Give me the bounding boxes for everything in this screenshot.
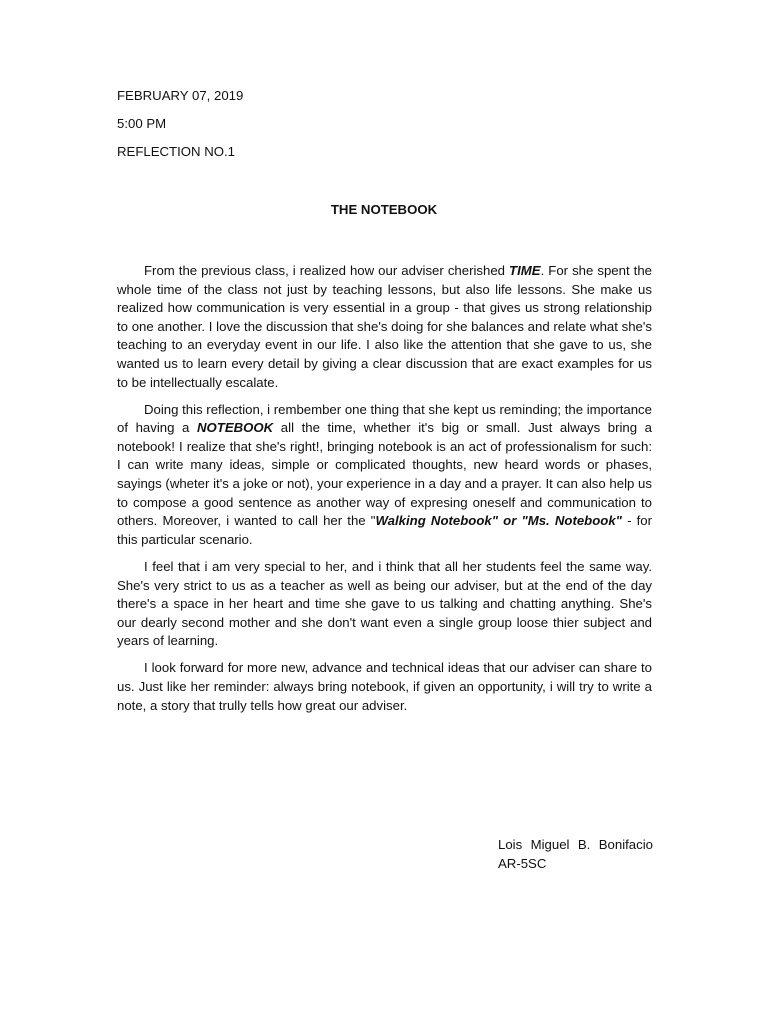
paragraph-3: I feel that i am very special to her, and i think that all her students feel the same way. She's very strict to us as a teacher as well as being our adviser, but at the end of the day there's a space in her heart and time she gave to us talking and chatting anything. She's our dearly second mother and she don't want even a single group loose thier subject and years of learning. bbox=[117, 558, 652, 649]
date-line: FEBRUARY 07, 2019 bbox=[117, 88, 244, 103]
author-name: Lois Miguel B. Bonifacio bbox=[498, 837, 653, 852]
paragraph-2-text-e: - for this particular scenario. bbox=[117, 513, 653, 547]
notebook-emphasis: NOTEBOOK bbox=[197, 420, 274, 436]
paragraph-1 bbox=[117, 262, 652, 392]
time-line: 5:00 PM bbox=[117, 116, 167, 131]
author-section: AR-5SC bbox=[498, 856, 547, 871]
walking-notebook-emphasis: Walking Notebook" or "Ms. Notebook" bbox=[375, 513, 622, 529]
time-emphasis: TIME bbox=[509, 263, 541, 278]
document-title: THE NOTEBOOK bbox=[330, 202, 438, 217]
paragraph-1-text-c: . For she spent the whole time of the class not just by teaching lessons, but also life lessons. She make us realized how communication is very essential in a group - that gives us strong relationship to one another. I love the discussion that she's doing for she balances and relate what she's teaching to an everyday event in our life. I also like the attention that she gave to us, she wanted us to learn every detail by giving a clear discussion that are exact examples for us to be intellectually escalate. bbox=[117, 263, 652, 390]
paragraph-2 bbox=[117, 401, 652, 550]
signature-block bbox=[498, 835, 653, 873]
paragraph-2-text-a: Doing this reflection, i rembember one thing that she kept us reminding; the importance of having a bbox=[117, 401, 652, 436]
paragraph-1-text-a: From the previous class, i realized how our adviser cherished bbox=[144, 263, 510, 278]
paragraph-4: I look forward for more new, advance and technical ideas that our adviser can share to us. Just like her reminder: always bring notebook, if given an opportunity, i will try to write a note, a story that trully tells how great our adviser. bbox=[117, 660, 652, 713]
reflection-body bbox=[117, 262, 652, 724]
paragraph-2-text-c: all the time, whether it's big or small. Just always bring a notebook! I realize that she's right!, bringing notebook is an act of professionalism for such: I can write many ideas, simple or complicated thoughts, new heard words or phases, sayings (wheter it's a joke or not), your experience in a day and a prayer. It can also help us to compose a good sentence as another way of expresing oneself and communication to others. Moreover, i wanted to call her the " bbox=[117, 420, 653, 529]
reflection-number: REFLECTION NO.1 bbox=[117, 144, 235, 159]
